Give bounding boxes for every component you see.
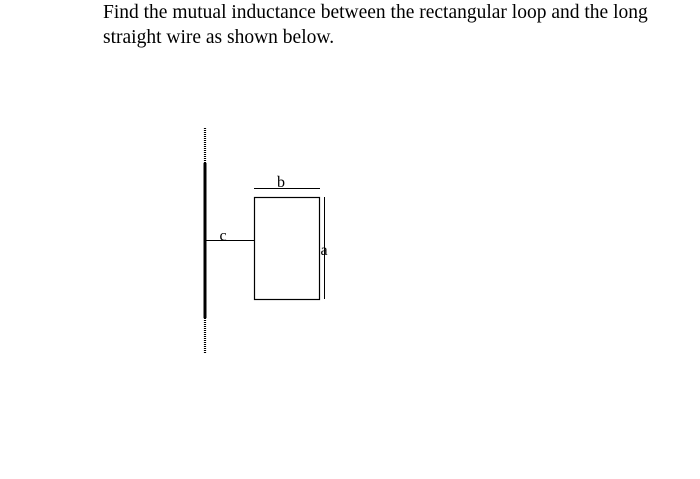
distance-c-label: c	[219, 227, 227, 245]
question-text: Find the mutual inductance between the rectangular loop and the long straight wire as shown below.	[103, 2, 648, 48]
rectangular-loop	[255, 198, 320, 300]
dimension-b-label: b	[277, 174, 285, 191]
dimension-a-label: a	[320, 242, 328, 259]
